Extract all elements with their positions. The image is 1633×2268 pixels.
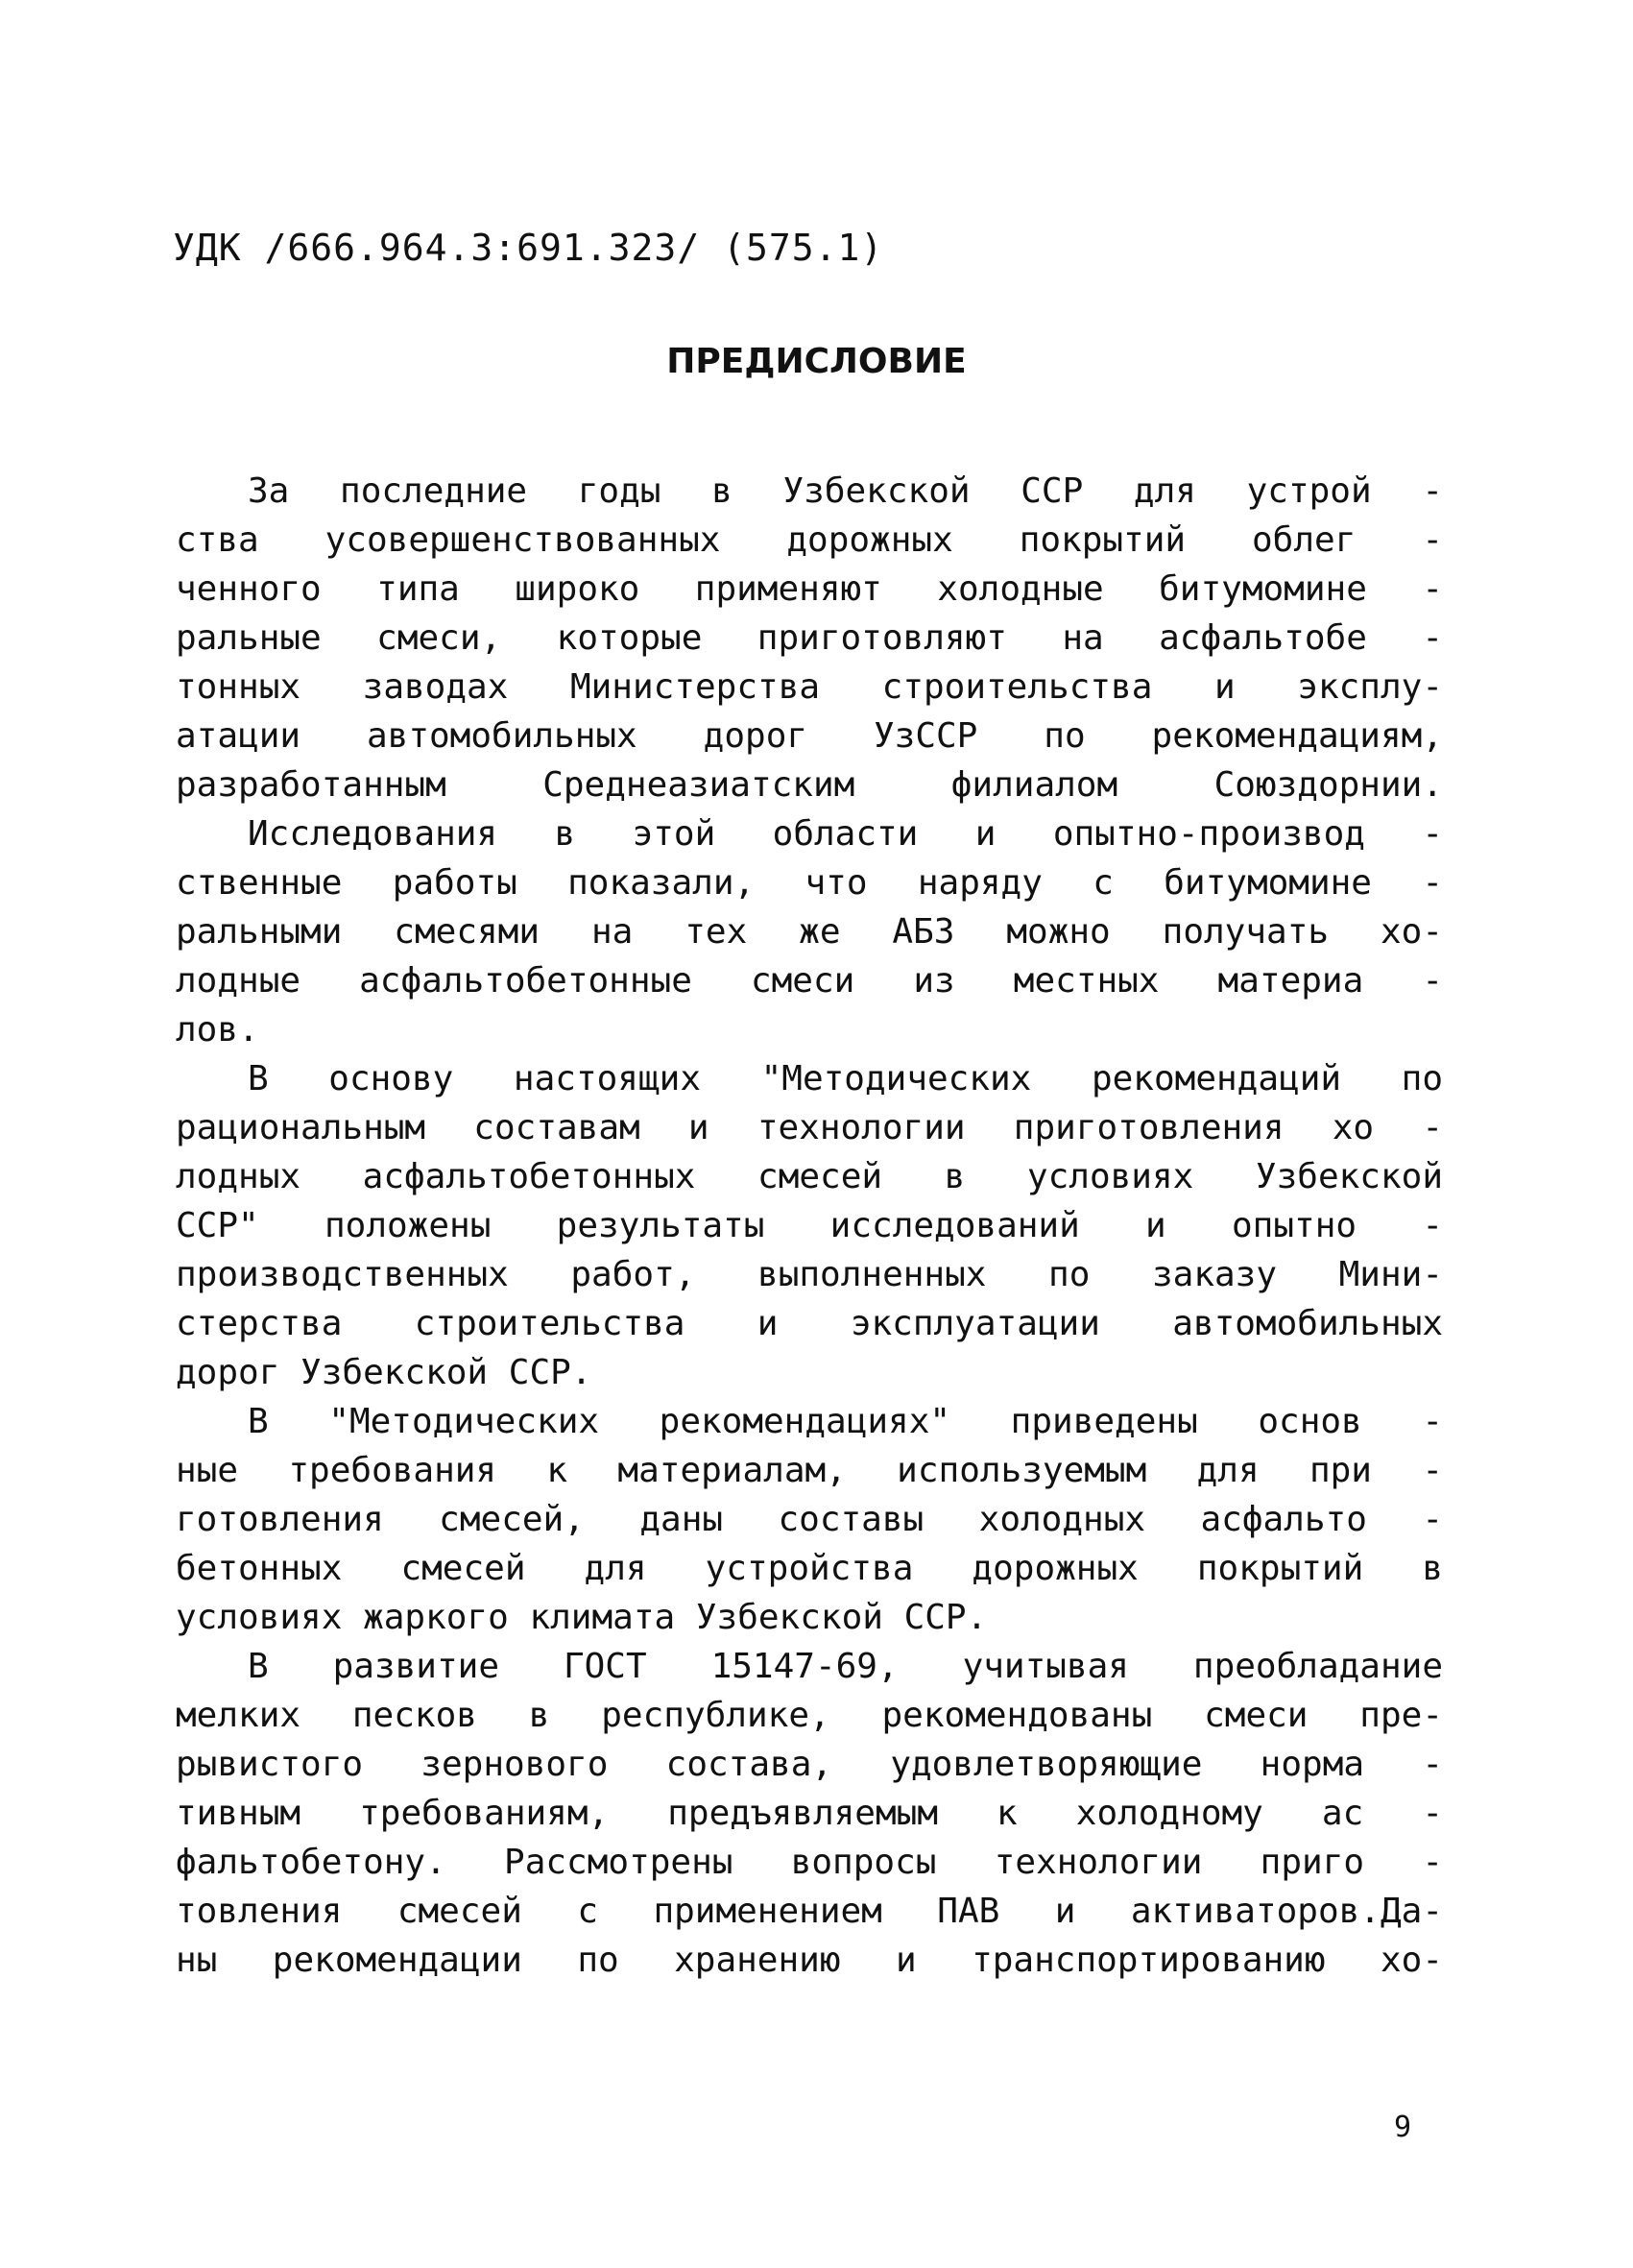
text-line: ральные смеси, которые приготовляют на асфальтобе - <box>176 618 1443 658</box>
text-line: стерства строительства и эксплуатации автомобильных <box>176 1304 1443 1343</box>
text-line: ные требования к материалам, используемым для при - <box>176 1451 1443 1490</box>
udk-code: УДК /666.964.3:691.323/ (575.1) <box>173 227 884 269</box>
page-number: 9 <box>1394 2111 1412 2144</box>
text-line: дорог Узбекской ССР. <box>176 1353 592 1392</box>
text-line: бетонных смесей для устройства дорожных покрытий в <box>176 1549 1443 1588</box>
text-line: ства усовершенствованных дорожных покрытий облег - <box>176 520 1443 560</box>
text-line: разработанным Среднеазиатским филиалом Союздорнии. <box>176 765 1443 805</box>
text-line: В "Методических рекомендациях" приведены основ - <box>248 1402 1443 1441</box>
text-line: тивным требованиям, предъявляемым к холодному ас - <box>176 1794 1443 1833</box>
body-text <box>176 467 1443 1985</box>
text-line: фальтобетону. Рассмотрены вопросы технологии приго - <box>176 1843 1443 1882</box>
text-line: ны рекомендации по хранению и транспортированию хо- <box>176 1941 1443 1980</box>
text-line: ССР" положены результаты исследований и опытно - <box>176 1206 1443 1245</box>
page-title: ПРЕДИСЛОВИЕ <box>666 342 967 381</box>
text-line: мелких песков в республике, рекомендованы смеси пре- <box>176 1696 1443 1735</box>
text-line: ченного типа широко применяют холодные битумомине - <box>176 569 1443 609</box>
text-line: За последние годы в Узбекской ССР для устрой - <box>248 471 1443 511</box>
text-line: условиях жаркого климата Узбекской ССР. <box>176 1598 988 1637</box>
text-line: лодных асфальтобетонных смесей в условиях Узбекской <box>176 1157 1443 1196</box>
text-line: В основу настоящих "Методических рекомендаций по <box>248 1059 1443 1098</box>
text-line: производственных работ, выполненных по заказу Мини- <box>176 1255 1443 1294</box>
text-line: В развитие ГОСТ 15147-69, учитывая преобладание <box>248 1647 1443 1686</box>
text-line: Исследования в этой области и опытно-производ - <box>248 814 1443 854</box>
text-line: атации автомобильных дорог УзССР по рекомендациям, <box>176 716 1443 756</box>
text-line: лов. <box>176 1010 259 1050</box>
text-line: тонных заводах Министерства строительства и эксплу- <box>176 667 1443 707</box>
text-line: ральными смесями на тех же АБЗ можно получать хо- <box>176 912 1443 952</box>
text-line: готовления смесей, даны составы холодных асфальто - <box>176 1500 1443 1539</box>
text-line: ственные работы показали, что наряду с битумомине - <box>176 863 1443 903</box>
text-line: рациональным составам и технологии приготовления хо - <box>176 1108 1443 1147</box>
text-line: лодные асфальтобетонные смеси из местных материа - <box>176 961 1443 1001</box>
text-line: товления смесей с применением ПАВ и активаторов.Да- <box>176 1892 1443 1931</box>
text-line: рывистого зернового состава, удовлетворяющие норма - <box>176 1745 1443 1784</box>
